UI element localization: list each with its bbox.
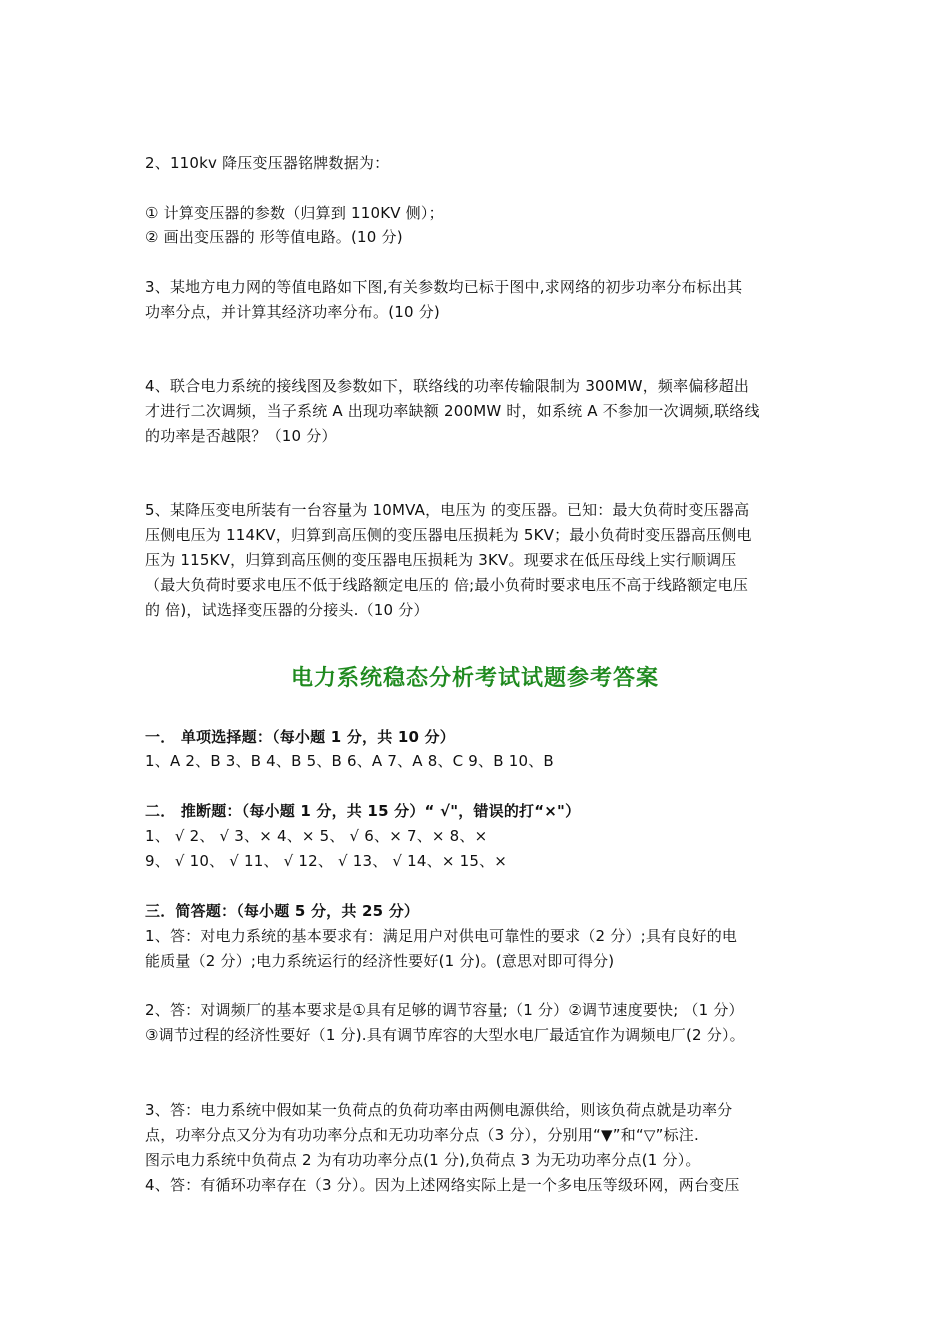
- question-4-line-1: 4、联合电力系统的接线图及参数如下，联络线的功率传输限制为 300MW，频率偏移超出: [145, 377, 750, 395]
- question-5-line-1: 5、某降压变电所装有一台容量为 10MVA，电压为 的变压器。已知：最大负荷时变压器高: [145, 501, 750, 519]
- section-2-answers-line-2: 9、 √ 10、 √ 11、 √ 12、 √ 13、 √ 14、× 15、×: [145, 852, 508, 870]
- answer-1-line-2: 能质量（2 分）;电力系统运行的经济性要好(1 分)。(意思对即可得分): [145, 952, 615, 970]
- question-4-line-3: 的功率是否越限？（10 分）: [145, 427, 337, 445]
- answer-3-line-1: 3、答：电力系统中假如某一负荷点的负荷功率由两侧电源供给，则该负荷点就是功率分: [145, 1101, 733, 1119]
- question-2-part-1: ① 计算变压器的参数（归算到 110KV 侧）；: [145, 204, 444, 222]
- section-1-answers: 1、A 2、B 3、B 4、B 5、B 6、A 7、A 8、C 9、B 10、B: [145, 752, 554, 770]
- answer-4-line-1: 4、答：有循环功率存在（3 分）。因为上述网络实际上是一个多电压等级环网，两台变压: [145, 1176, 740, 1194]
- question-5-line-3: 压为 115KV，归算到高压侧的变压器电压损耗为 3KV。现要求在低压母线上实行顺调压: [145, 551, 737, 569]
- question-5-line-2: 压侧电压为 114KV，归算到高压侧的变压器电压损耗为 5KV；最小负荷时变压器高压侧电: [145, 526, 752, 544]
- answer-3-line-3: 图示电力系统中负荷点 2 为有功功率分点(1 分),负荷点 3 为无功功率分点(1 分）。: [145, 1151, 701, 1169]
- section-2-answers-line-1: 1、 √ 2、 √ 3、× 4、× 5、 √ 6、× 7、× 8、×: [145, 827, 488, 845]
- answers-title: 电力系统稳态分析考试试题参考答案: [290, 666, 659, 691]
- answer-2-line-1: 2、答：对调频厂的基本要求是①具有足够的调节容量;（1 分）②调节速度要快; （1 分）: [145, 1001, 744, 1019]
- question-3-line-1: 3、某地方电力网的等值电路如下图,有关参数均已标于图中,求网络的初步功率分布标出其: [145, 278, 743, 296]
- section-2-heading: 二． 推断题：（每小题 1 分，共 15 分）“ √"，错误的打“×"）: [145, 802, 581, 820]
- question-2-intro: 2、110kv 降压变压器铭牌数据为：: [145, 154, 390, 172]
- question-4-line-2: 才进行二次调频，当子系统 A 出现功率缺额 200MW 时，如系统 A 不参加一次调频,联络线: [145, 402, 760, 420]
- section-1-heading: 一． 单项选择题：（每小题 1 分，共 10 分）: [145, 728, 455, 746]
- section-3-heading: 三．简答题：（每小题 5 分，共 25 分）: [145, 902, 420, 920]
- question-2-part-2: ② 画出变压器的 形等值电路。(10 分): [145, 228, 403, 246]
- question-3-line-2: 功率分点，并计算其经济功率分布。(10 分): [145, 303, 440, 321]
- question-5-line-4: （最大负荷时要求电压不低于线路额定电压的 倍;最小负荷时要求电压不高于线路额定电压: [145, 576, 749, 594]
- answer-2-line-2: ③调节过程的经济性要好（1 分).具有调节库容的大型水电厂最适宜作为调频电厂(2 分）。: [145, 1026, 745, 1044]
- question-5-line-5: 的 倍)，试选择变压器的分接头.（10 分）: [145, 601, 429, 619]
- answer-1-line-1: 1、答：对电力系统的基本要求有：满足用户对供电可靠性的要求（2 分）;具有良好的电: [145, 927, 738, 945]
- answer-3-line-2: 点，功率分点又分为有功功率分点和无功功率分点（3 分），分别用“▼”和“▽”标注.: [145, 1126, 699, 1144]
